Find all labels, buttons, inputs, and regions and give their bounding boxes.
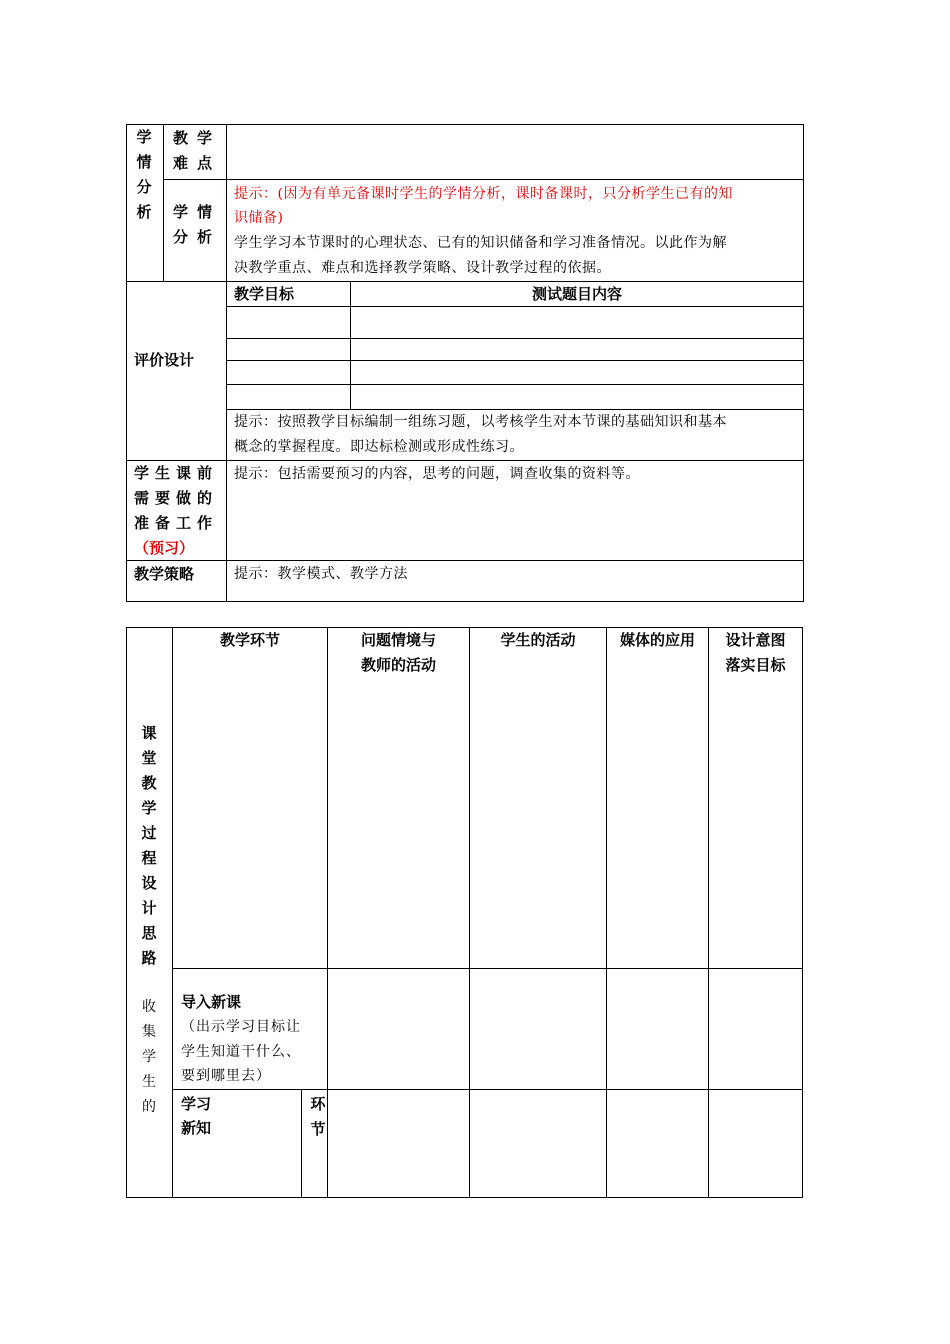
pingjia-hint-1: 提示：按照教学目标编制一组练习题，以考核学生对本节课的基础知识和基本 — [234, 414, 727, 430]
header-huanjie: 教学环节 — [219, 631, 280, 649]
xueqing-sub-label — [173, 200, 228, 250]
t2-border-bottom — [126, 1197, 803, 1198]
daoru-line-1: （出示学习目标让 — [181, 1019, 301, 1035]
xueqing-hint-red-2: 识储备) — [234, 210, 284, 226]
t1-line-col1 — [163, 124, 164, 281]
header-sheji-2: 落实目标 — [725, 656, 786, 674]
t2-line-col-sheji — [708, 627, 709, 1198]
daoru-line-2: 学生知道干什么、 — [181, 1044, 301, 1060]
header-meiti: 媒体的应用 — [619, 631, 695, 649]
prep-line-4: （预习） — [134, 539, 195, 557]
header-sheji — [709, 628, 802, 678]
xueqing-text-1: 学生学习本节课时的心理状态、已有的知识储备和学习准备情况。以此作为解 — [234, 235, 727, 251]
t2-border-left — [126, 627, 127, 1198]
xueqing-hint-red-1: 提示：(因为有单元备课时学生的学情分析，课时备课时，只分析学生已有的知 — [234, 186, 733, 202]
side-label-bold: 课堂教学过程设计思路 — [141, 724, 157, 967]
t1-line-nandian-bottom — [163, 179, 804, 180]
header-wenti-2: 教师的活动 — [360, 656, 436, 674]
t2-line-col-xuesheng — [469, 627, 470, 1198]
celue-label: 教学策略 — [134, 565, 195, 583]
t1-line-prep-bottom — [126, 560, 804, 561]
xueqing-fenxi-label: 学情分析 — [136, 128, 152, 221]
header-wenti — [328, 628, 469, 678]
t1-border-left — [126, 124, 127, 602]
t1-border-bottom — [126, 601, 804, 602]
t1-border-right — [803, 124, 804, 602]
header-xuesheng: 学生的活动 — [500, 631, 576, 649]
pingjia-hint-2: 概念的掌握程度。即达标检测或形成性练习。 — [234, 439, 524, 455]
col-jiaoxue-mubiao: 教学目标 — [234, 285, 295, 303]
prep-line-2: 需要做的 — [134, 489, 219, 507]
prep-line-1: 学生课前 — [134, 464, 219, 482]
t1-line-row1-bottom — [226, 338, 804, 339]
celue-hint: 提示：教学模式、教学方法 — [234, 566, 408, 582]
jiaoxue-label — [173, 126, 228, 176]
xuexi-line-1: 学习 — [181, 1095, 212, 1113]
prep-hint: 提示：包括需要预习的内容，思考的问题，调查收集的资料等。 — [234, 466, 640, 482]
t2-line-col1 — [172, 627, 173, 1198]
col-ceshi-timu: 测试题目内容 — [531, 285, 622, 303]
xueqing-sub-text: 学情分析 — [173, 203, 222, 246]
prep-line-3: 准备工作 — [134, 514, 219, 532]
t1-border-top — [126, 124, 804, 125]
t2-border-right — [802, 627, 803, 1198]
header-wenti-1: 问题情境与 — [360, 631, 436, 649]
t2-line-col-meiti — [606, 627, 607, 1198]
xueqing-text-2: 决教学重点、难点和选择教学策略、设计教学过程的依据。 — [234, 260, 611, 276]
prep-label — [134, 461, 220, 561]
side-label-plain: 收集学生的 — [142, 999, 156, 1115]
t1-line-col2-bottom — [226, 281, 227, 601]
t2-line-huanjie-split — [301, 1089, 302, 1198]
header-sheji-1: 设计意图 — [725, 631, 786, 649]
t1-line-pingjia-bottom — [126, 460, 804, 461]
daoru-line-3: 要到哪里去） — [181, 1068, 271, 1084]
huanjie-vertical: 环节 — [310, 1095, 326, 1138]
pingjia-sheji-label: 评价设计 — [134, 351, 195, 369]
jiaoxue-nandian-text: 教学难点 — [173, 129, 222, 172]
t1-line-row2-bottom — [226, 360, 804, 361]
xuexi-line-2: 新知 — [181, 1119, 212, 1137]
daoru-title: 导入新课 — [181, 993, 242, 1011]
t1-line-row3-bottom — [226, 384, 804, 385]
